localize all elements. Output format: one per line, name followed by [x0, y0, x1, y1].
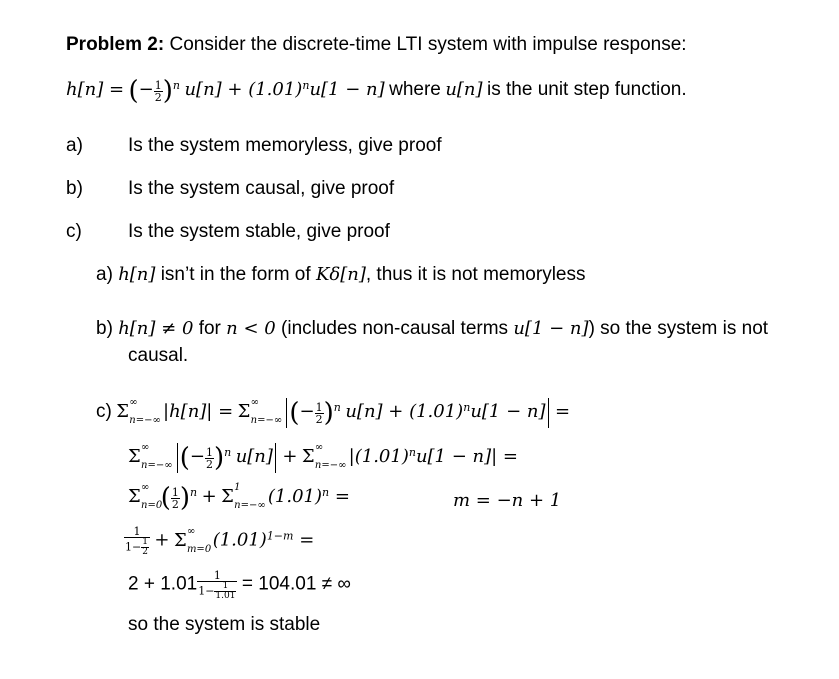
eq-h: h[n] =: [66, 79, 125, 101]
answer-c-conclusion: so the system is stable: [128, 614, 321, 635]
answer-a: a) h[n] isn’t in the form of Kδ[n], thus it is not memoryless: [96, 264, 586, 285]
answer-b-line2: causal.: [128, 345, 189, 366]
answer-b: b) h[n] ≠ 0 for n < 0 (includes non-causal terms u[1 − n]) so the system is not: [96, 318, 769, 339]
eq-tail: is the unit step function.: [487, 79, 687, 101]
answer-c-line4: 1 1− $\frac{1}{2}$ + Σ ∞ m=0 $(1.01)^{1-m}$ =: [125, 525, 315, 557]
eq-term2: u[1 − n]: [309, 79, 385, 101]
question-a-text: Is the system memoryless, give proof: [128, 135, 442, 156]
answer-c-line3: Σ ∞ n=0 ( $\frac{1}{2}$ )$^n$ + Σ 1 n=−∞ $(1.01)^n$ =: [128, 482, 350, 513]
eq-term1: u[n] + (1.01): [184, 79, 303, 101]
question-b-label: b): [66, 178, 83, 199]
answer-c-line5: 2 + 1.01 1 1− $\frac{1}{1.01}$ = 104.01 ≠ ∞: [128, 569, 351, 601]
question-a-label: a): [66, 135, 83, 156]
question-b-text: Is the system causal, give proof: [128, 178, 395, 199]
eq-where: where: [389, 79, 441, 101]
answer-c-line2: Σ ∞ n=−∞ (− $\frac{1}{2}$ )$^n$ u[n] + Σ ∞ n=−∞ $|(1.01)^nu[1 - n]|$ =: [128, 442, 519, 473]
eq-un: u[n]: [445, 79, 483, 101]
problem-intro-line: [66, 34, 687, 56]
impulse-response-equation: h[n] = (− $\frac{1}{2}$ )$^n$ $u[n] + (1.01)^nu[1 - n]$ where u[n] is the unit step function.: [66, 76, 687, 106]
answer-c-line1: c) Σ ∞ n=−∞ |h[n]| = Σ ∞ n=−∞ (− $\frac{1}{2}$ )$^n$ $u[n] + (1.01)^nu[1 - n]$ =: [96, 397, 571, 428]
substitution-note: m = −n + 1: [453, 490, 562, 511]
question-c-label: c): [66, 221, 82, 242]
question-c-text: Is the system stable, give proof: [128, 221, 390, 242]
problem-intro: Consider the discrete-time LTI system with impulse response:: [169, 34, 687, 55]
problem-heading: Problem 2:: [66, 34, 165, 55]
